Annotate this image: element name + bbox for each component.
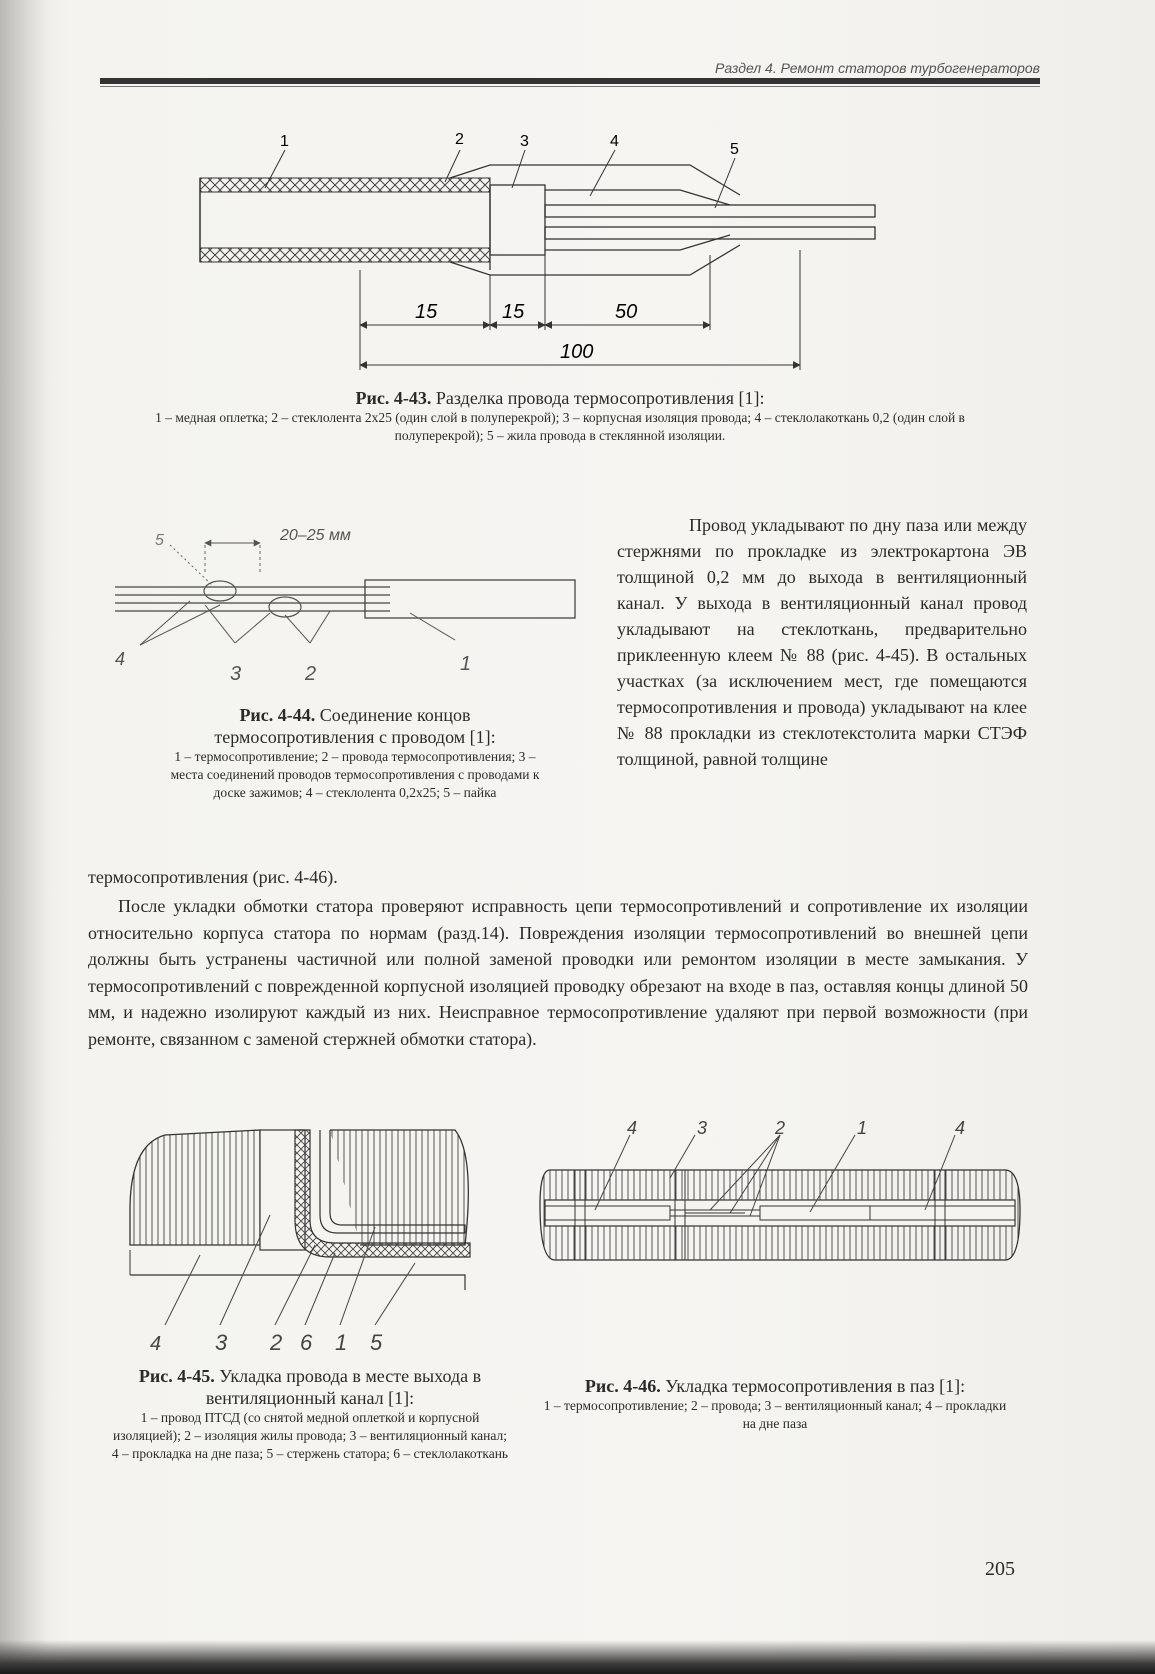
page-fold-shadow [0,0,48,1674]
fig44-label-3: 3 [230,663,242,685]
caption-fig-4-43 [140,387,980,445]
caption-number: Рис. 4-46. [584,1376,661,1396]
fig45-label-1: 1 [335,1330,348,1355]
fig46-label-3: 3 [697,1120,708,1138]
figure-4-44 [110,515,600,690]
caption-legend: 1 – медная оплетка; 2 – стеклолента 2х25 (один слой в полуперекрой); 3 – корпусная изоляция провода; 4 – стеклолакоткань 0,2 (один слой в полуперекрой); 5 – жила провода в стеклянной изоляции. [155,410,965,443]
figure-4-46 [535,1120,1025,1290]
fig45-label-3: 3 [215,1330,228,1355]
fig44-label-2: 2 [305,663,317,685]
braid-top-band [200,178,490,192]
thermoresistor-body [365,580,575,618]
page-number: 205 [985,1558,1015,1580]
glass-tape [450,165,740,275]
caption-fig-4-46 [540,1375,1010,1433]
fig43-label-1: 1 [280,133,289,150]
fig45-label-4: 4 [150,1333,162,1355]
right-column-text: Провод укладывают по дну паза или между стержнями по прокладке из электрокартона ЭВ толщиной 0,2 мм до выхода в вентиляционный канал. У выхода в вентиляционный канал провод укладывают на стеклоткань, предварительно приклеенную клеем № 88 (рис. 4-45). В остальных участках (за исключением мест, где помещаются термосопротивления и провода) укладывают на клее № 88 прокладки из стеклотекстолита марки СТЭФ толщиной, равной толщине [617,515,1027,769]
conductor-lower [545,227,875,239]
fig46-label-1: 1 [857,1120,868,1138]
fig45-label-6: 6 [300,1330,313,1355]
header-rule-thin [100,86,1040,87]
caption-number: Рис. 4-44. [239,705,316,725]
fig43-dim-15b: 15 [502,301,525,323]
stator-bar-area [130,1130,260,1245]
conductor-upper [545,205,875,217]
solder-joint-2 [269,597,301,617]
caption-title: Разделка провода термосопротивления [1]: [431,388,765,408]
caption-fig-4-45 [110,1365,510,1463]
fig46-label-4b: 4 [955,1120,966,1138]
fig43-dim-15a: 15 [415,301,438,323]
braid-bottom-band [200,248,490,262]
caption-number: Рис. 4-43. [355,388,432,408]
scan-bottom-edge [0,1640,1155,1674]
fig43-label-4: 4 [610,133,619,150]
fig45-label-2: 2 [270,1330,283,1355]
fig44-label-1: 1 [460,653,472,675]
fig43-dim-50: 50 [615,301,638,323]
figure-4-45 [125,1125,495,1355]
fig46-label-4a: 4 [627,1120,638,1138]
solder-joint-1 [204,581,236,601]
header-rule [100,78,1040,84]
figure-4-43 [190,130,950,380]
fig44-label-4: 4 [115,649,126,669]
caption-title: Соединение концов термосопротивления с проводом [1]: [214,705,496,747]
fig43-label-5: 5 [730,141,739,158]
caption-legend: 1 – термосопротивление; 2 – провода; 3 – вентиляционный канал; 4 – прокладки на дне паза [543,1398,1007,1431]
running-header: Раздел 4. Ремонт статоров турбогенераторов [715,60,1040,76]
fig43-dim-100: 100 [560,341,594,363]
caption-number: Рис. 4-45. [138,1366,215,1386]
fig46-label-2: 2 [775,1120,786,1138]
caption-title: Укладка термосопротивления в паз [1]: [660,1376,966,1396]
fig43-label-3: 3 [520,133,529,150]
body-insulation [490,185,545,255]
caption-fig-4-44 [160,704,550,802]
fig43-label-2: 2 [455,131,464,148]
fig44-dim: 20–25 мм [280,527,351,544]
fig44-label-5: 5 [155,532,164,549]
caption-legend: 1 – термосопротивление; 2 – провода термосопротивления; 3 – места соединений проводов термосопротивления с проводами к доске зажимов; 4 – стеклолента 0,2х25; 5 – пайка [170,749,540,800]
caption-legend: 1 – провод ПТСД (со снятой медной оплеткой и корпусной изоляцией); 2 – изоляция жилы провода; 3 – вентиляционный канал; 4 – прокладка на дне паза; 5 – стержень статора; 6 – стеклолакоткань [111,1410,509,1461]
body-paragraph: После укладки обмотки статора проверяют исправность цепи термосопротивлений и сопротивление их изоляции относительно корпуса статора по нормам (разд.14). Повреждения изоляции термосопротивлений во внешней цепи должны быть устранены частичной или полной заменой проводки или ремонтом изоляции в месте замыкания. У термосопротивлений с поврежденной корпусной изоляцией проводку обрезают на входе в паз, оставляя концы длиной 50 мм, и надежно изолируют каждый из них. Неисправное термосопротивление удаляют при первой возможности (при ремонте, связанном с заменой стержней обмотки статора). [88,896,1028,1049]
caption-title: Укладка провода в месте выхода в вентиляционный канал [1]: [205,1366,482,1408]
continuation-text: термосопротивления (рис. 4-46). [88,867,338,887]
fig45-label-5: 5 [370,1330,383,1355]
